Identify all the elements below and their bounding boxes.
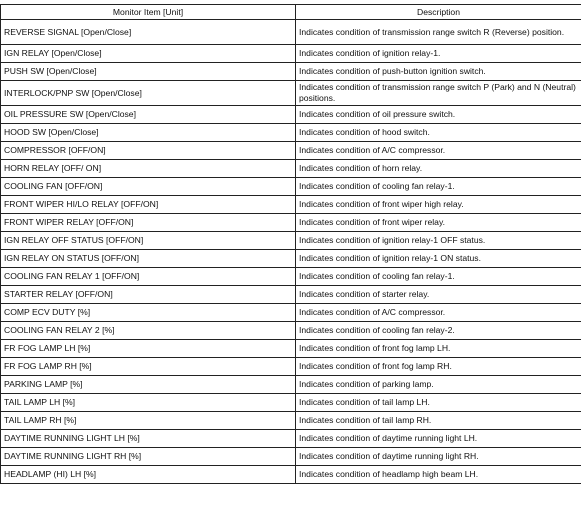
table-row bbox=[1, 250, 581, 268]
monitor-item-cell: COMPRESSOR [OFF/ON] bbox=[1, 142, 296, 160]
description-cell: Indicates condition of daytime running light LH. bbox=[296, 430, 581, 448]
table-row bbox=[1, 340, 581, 358]
table-row bbox=[1, 20, 581, 45]
column-header-monitor-item: Monitor Item [Unit] bbox=[1, 5, 296, 20]
monitor-item-cell: TAIL LAMP LH [%] bbox=[1, 394, 296, 412]
table-row bbox=[1, 394, 581, 412]
monitor-item-cell: FRONT WIPER RELAY [OFF/ON] bbox=[1, 214, 296, 232]
description-cell: Indicates condition of front wiper high relay. bbox=[296, 196, 581, 214]
description-cell: Indicates condition of transmission range switch R (Reverse) position. bbox=[296, 20, 581, 45]
description-cell: Indicates condition of push-button ignition switch. bbox=[296, 63, 581, 81]
description-cell: Indicates condition of oil pressure switch. bbox=[296, 106, 581, 124]
monitor-item-cell: STARTER RELAY [OFF/ON] bbox=[1, 286, 296, 304]
monitor-item-cell: COOLING FAN [OFF/ON] bbox=[1, 178, 296, 196]
description-cell: Indicates condition of parking lamp. bbox=[296, 376, 581, 394]
monitor-item-cell: DAYTIME RUNNING LIGHT LH [%] bbox=[1, 430, 296, 448]
monitor-item-cell: IGN RELAY [Open/Close] bbox=[1, 45, 296, 63]
description-cell: Indicates condition of ignition relay-1. bbox=[296, 45, 581, 63]
description-cell: Indicates condition of headlamp high beam LH. bbox=[296, 466, 581, 484]
monitor-item-cell: OIL PRESSURE SW [Open/Close] bbox=[1, 106, 296, 124]
description-cell: Indicates condition of horn relay. bbox=[296, 160, 581, 178]
description-cell: Indicates condition of ignition relay-1 ON status. bbox=[296, 250, 581, 268]
table-row bbox=[1, 358, 581, 376]
monitor-item-cell: INTERLOCK/PNP SW [Open/Close] bbox=[1, 81, 296, 106]
table-row bbox=[1, 142, 581, 160]
description-cell: Indicates condition of front wiper relay. bbox=[296, 214, 581, 232]
monitor-item-cell: COOLING FAN RELAY 1 [OFF/ON] bbox=[1, 268, 296, 286]
monitor-item-cell: REVERSE SIGNAL [Open/Close] bbox=[1, 20, 296, 45]
monitor-item-cell: COOLING FAN RELAY 2 [%] bbox=[1, 322, 296, 340]
monitor-item-cell: FR FOG LAMP LH [%] bbox=[1, 340, 296, 358]
table-row bbox=[1, 448, 581, 466]
description-cell: Indicates condition of ignition relay-1 OFF status. bbox=[296, 232, 581, 250]
table-row bbox=[1, 286, 581, 304]
table-body bbox=[1, 20, 581, 484]
table-row bbox=[1, 466, 581, 484]
column-header-description: Description bbox=[296, 5, 581, 20]
monitor-item-cell: COMP ECV DUTY [%] bbox=[1, 304, 296, 322]
table-row bbox=[1, 232, 581, 250]
table-row bbox=[1, 124, 581, 142]
monitor-item-cell: IGN RELAY ON STATUS [OFF/ON] bbox=[1, 250, 296, 268]
table-row bbox=[1, 178, 581, 196]
monitor-item-cell: TAIL LAMP RH [%] bbox=[1, 412, 296, 430]
monitor-item-cell: PARKING LAMP [%] bbox=[1, 376, 296, 394]
description-cell: Indicates condition of A/C compressor. bbox=[296, 142, 581, 160]
monitor-item-cell: PUSH SW [Open/Close] bbox=[1, 63, 296, 81]
description-cell: Indicates condition of tail lamp LH. bbox=[296, 394, 581, 412]
description-cell: Indicates condition of cooling fan relay-1. bbox=[296, 178, 581, 196]
table-row bbox=[1, 81, 581, 106]
monitor-item-cell: FRONT WIPER HI/LO RELAY [OFF/ON] bbox=[1, 196, 296, 214]
table-header-row bbox=[1, 5, 581, 20]
monitor-item-cell: IGN RELAY OFF STATUS [OFF/ON] bbox=[1, 232, 296, 250]
description-cell: Indicates condition of tail lamp RH. bbox=[296, 412, 581, 430]
monitor-item-cell: HOOD SW [Open/Close] bbox=[1, 124, 296, 142]
table-row bbox=[1, 214, 581, 232]
table-row bbox=[1, 45, 581, 63]
table-row bbox=[1, 268, 581, 286]
table-row bbox=[1, 322, 581, 340]
monitor-item-cell: HORN RELAY [OFF/ ON] bbox=[1, 160, 296, 178]
description-cell: Indicates condition of hood switch. bbox=[296, 124, 581, 142]
table-row bbox=[1, 304, 581, 322]
monitor-item-cell: DAYTIME RUNNING LIGHT RH [%] bbox=[1, 448, 296, 466]
description-cell: Indicates condition of transmission range switch P (Park) and N (Neutral) positions. bbox=[296, 81, 581, 106]
description-cell: Indicates condition of front fog lamp RH. bbox=[296, 358, 581, 376]
table-row bbox=[1, 160, 581, 178]
description-cell: Indicates condition of cooling fan relay-1. bbox=[296, 268, 581, 286]
monitor-item-table bbox=[0, 4, 581, 484]
monitor-item-cell: HEADLAMP (HI) LH [%] bbox=[1, 466, 296, 484]
description-cell: Indicates condition of front fog lamp LH. bbox=[296, 340, 581, 358]
description-cell: Indicates condition of cooling fan relay-2. bbox=[296, 322, 581, 340]
description-cell: Indicates condition of A/C compressor. bbox=[296, 304, 581, 322]
table-row bbox=[1, 196, 581, 214]
table-row bbox=[1, 376, 581, 394]
table-row bbox=[1, 106, 581, 124]
description-cell: Indicates condition of starter relay. bbox=[296, 286, 581, 304]
table-row bbox=[1, 63, 581, 81]
monitor-item-cell: FR FOG LAMP RH [%] bbox=[1, 358, 296, 376]
table-row bbox=[1, 430, 581, 448]
description-cell: Indicates condition of daytime running light RH. bbox=[296, 448, 581, 466]
table-row bbox=[1, 412, 581, 430]
